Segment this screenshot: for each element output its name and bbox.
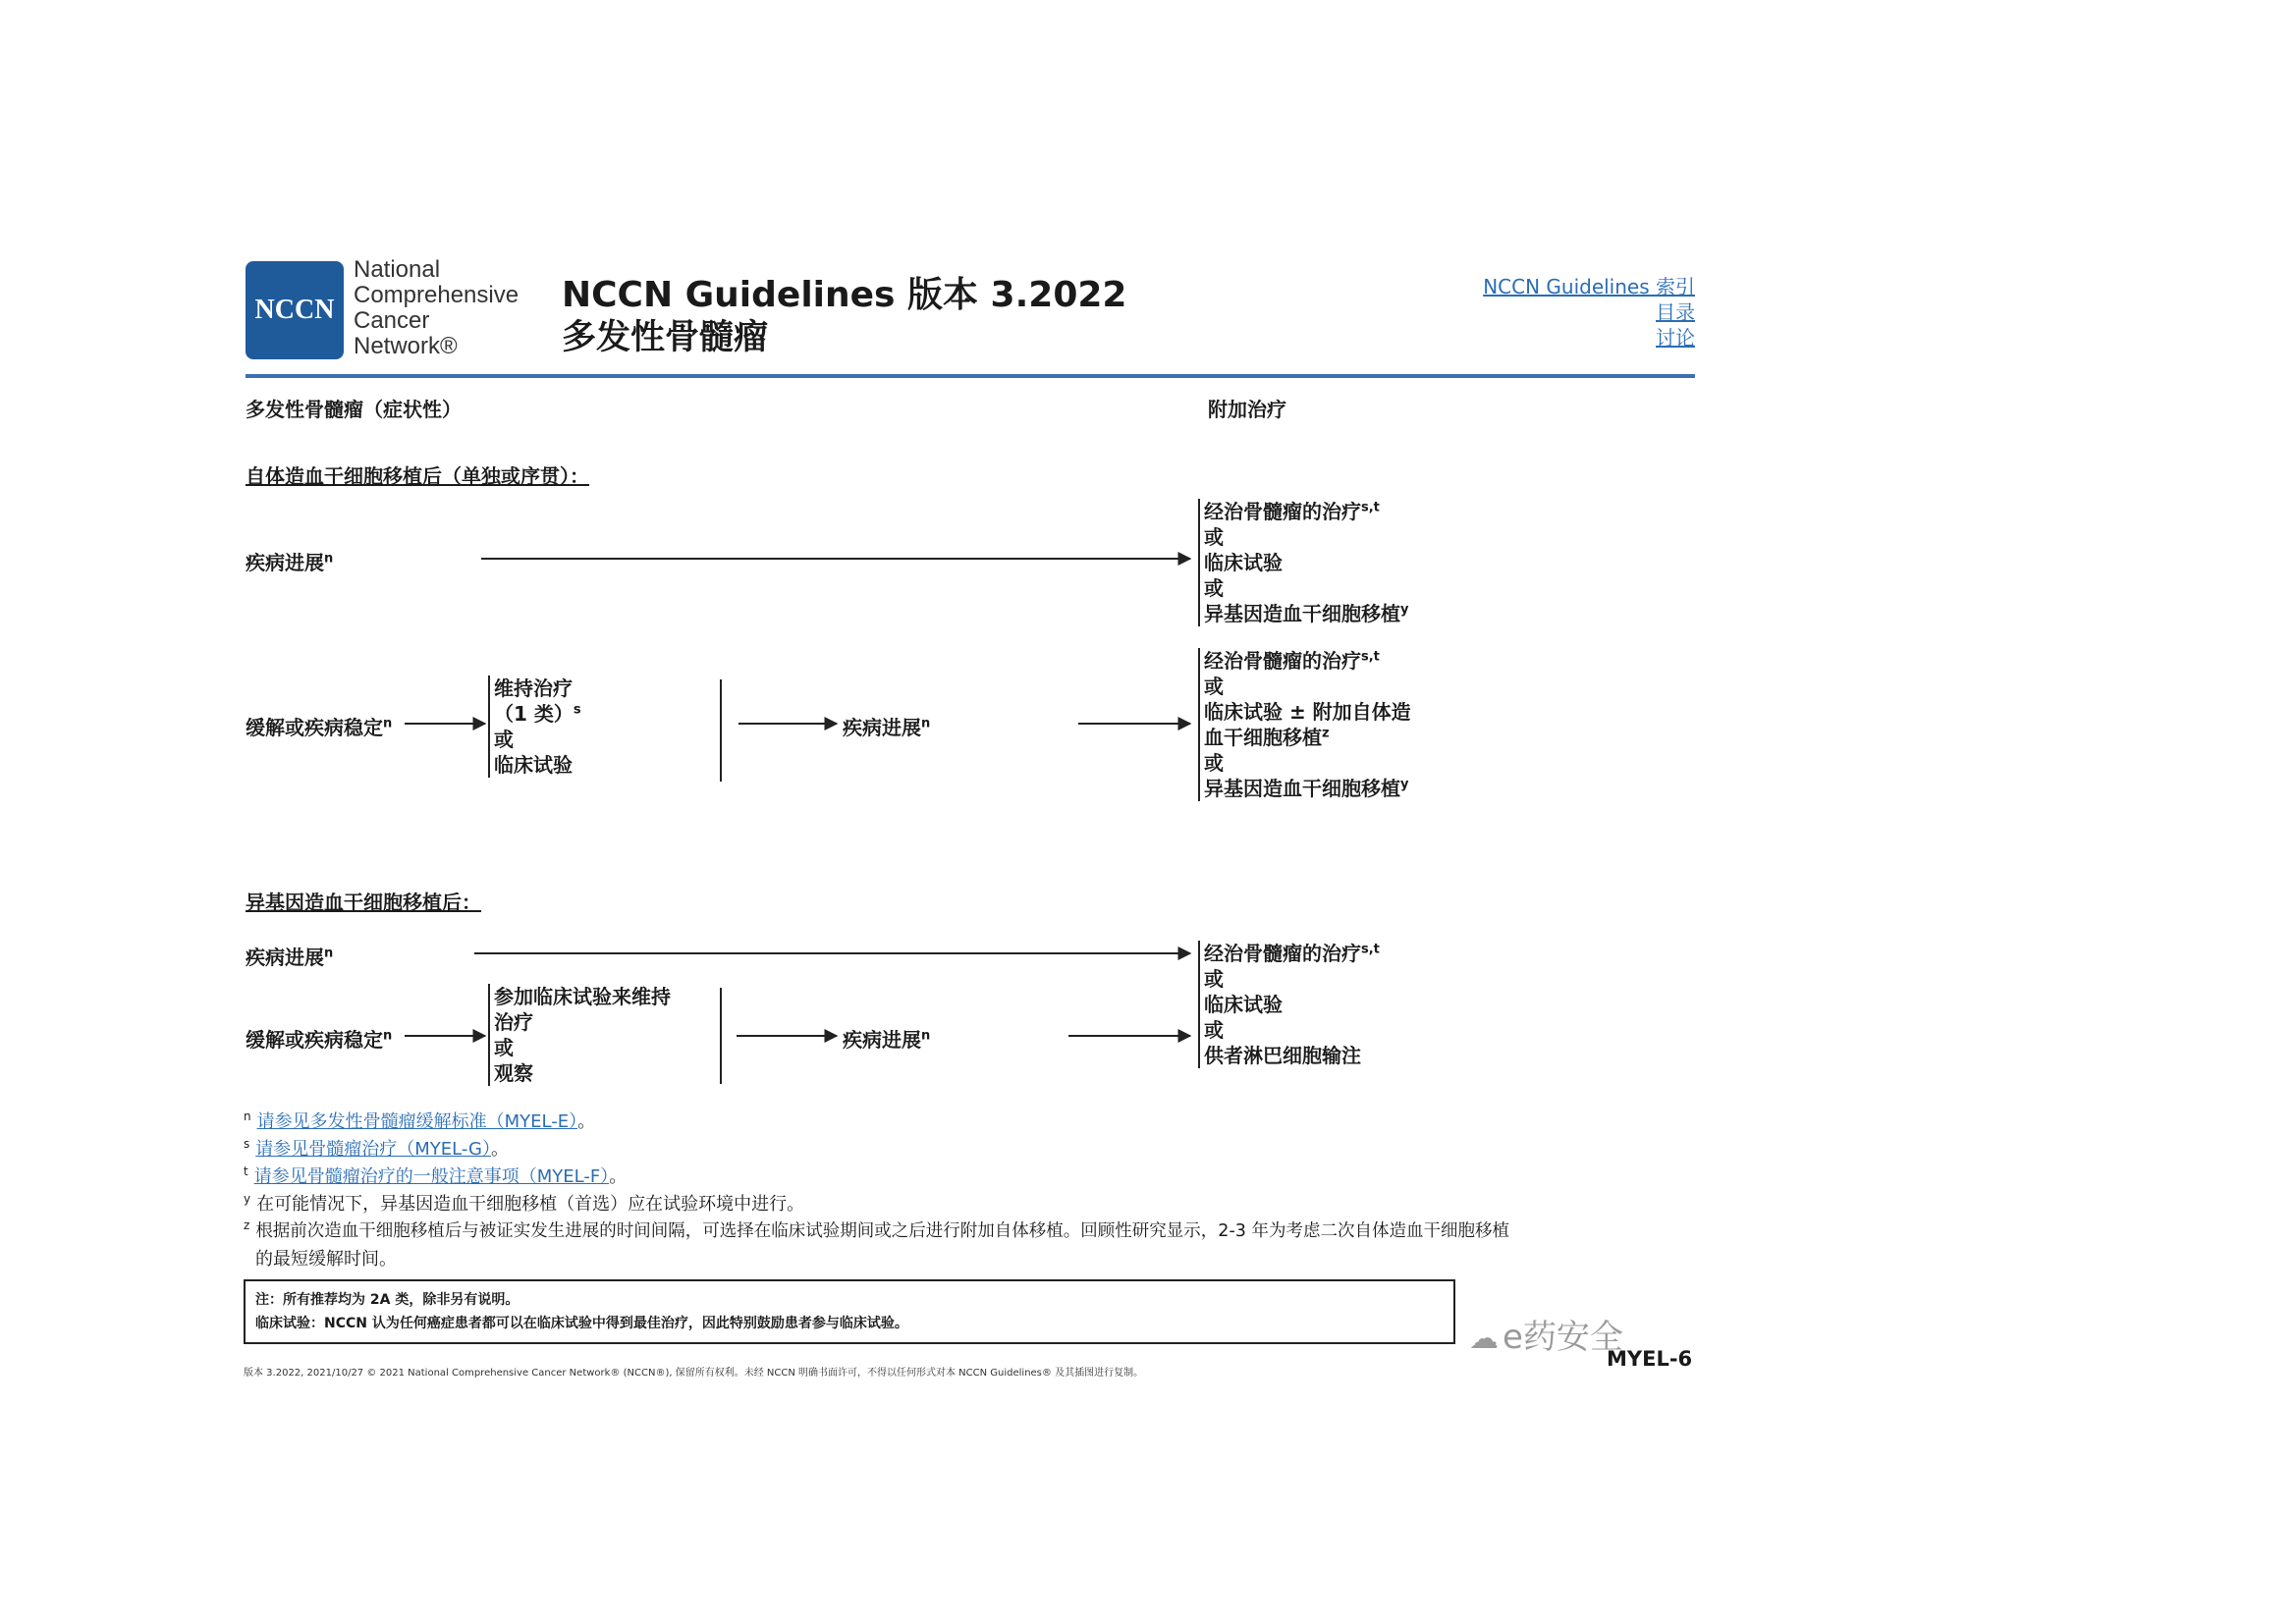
s1-row2-mid-label: 疾病进展$^n$ bbox=[843, 716, 931, 739]
outcome-item: 临床试验 ± 附加自体造 bbox=[1204, 700, 1411, 724]
s2-row2-label: 缓解或疾病稳定$^n$ bbox=[246, 1028, 393, 1052]
section1-title: 自体造血干细胞移植后（单独或序贯）： bbox=[246, 464, 589, 488]
footnote-n: $^n$ 请参见多发性骨髓瘤缓解标准（MYEL-E）。 bbox=[244, 1109, 596, 1132]
outcome-item: 或 bbox=[1204, 675, 1224, 698]
outcome-item: 临床试验 bbox=[1204, 993, 1283, 1016]
footnote-t: $^t$ 请参见骨髓瘤治疗的一般注意事项（MYEL-F）。 bbox=[244, 1164, 628, 1187]
wechat-icon: ☁ bbox=[1469, 1322, 1499, 1356]
s2-row2-options bbox=[488, 984, 671, 1086]
footnote-s: $^s$ 请参见骨髓瘤治疗（MYEL-G）。 bbox=[244, 1137, 509, 1160]
org-line: National bbox=[354, 256, 441, 283]
option-item: 或 bbox=[494, 1036, 514, 1059]
s1-row1-outcomes bbox=[1198, 499, 1408, 626]
note-box bbox=[244, 1279, 1455, 1344]
option-item: 维持治疗 bbox=[494, 676, 573, 700]
outcome-item: 异基因造血干细胞移植$^y$ bbox=[1204, 602, 1409, 625]
nav-link-index[interactable]: NCCN Guidelines 索引 bbox=[1483, 275, 1695, 298]
copyright: 版本 3.2022, 2021/10/27 © 2021 National Comprehensive Cancer Network® (NCCN®), 保留所有权利。未经 NCCN 明确书面许可，不得以任何形式对本 NCCN Guidelines® 及其插图进行复制。 bbox=[244, 1368, 1144, 1379]
footnote-y: $^y$ 在可能情况下，异基因造血干细胞移植（首选）应在试验环境中进行。 bbox=[244, 1192, 805, 1215]
outcome-item: 异基因造血干细胞移植$^y$ bbox=[1204, 777, 1409, 800]
option-item: 治疗 bbox=[494, 1010, 533, 1034]
outcome-item: 供者淋巴细胞输注 bbox=[1204, 1044, 1361, 1067]
note-line-2: 临床试验：NCCN 认为任何癌症患者都可以在临床试验中得到最佳治疗，因此特别鼓励患者参与临床试验。 bbox=[255, 1316, 908, 1331]
nccn-logo: NCCN bbox=[246, 261, 344, 359]
s1-row2-label: 缓解或疾病稳定$^n$ bbox=[246, 716, 393, 739]
outcome-item: 或 bbox=[1204, 576, 1224, 600]
org-line: Cancer bbox=[354, 307, 430, 334]
left-column-header: 多发性骨髓瘤（症状性） bbox=[246, 398, 462, 421]
footnote-link[interactable]: 请参见骨髓瘤治疗（MYEL-G） bbox=[255, 1139, 491, 1160]
org-line: Network® bbox=[354, 333, 458, 359]
s2-outcomes bbox=[1198, 941, 1380, 1068]
watermark: ☁ e药安全 bbox=[1469, 1318, 1623, 1357]
s1-row2-outcomes bbox=[1198, 648, 1411, 801]
outcome-item: 或 bbox=[1204, 967, 1224, 991]
footnote-z: $^z$ 根据前次造血干细胞移植后与被证实发生进展的时间间隔，可选择在临床试验期间或之后进行附加自体移植。回顾性研究显示，2-3 年为考虑二次自体造血干细胞移植 bbox=[244, 1218, 1509, 1241]
section2-title: 异基因造血干细胞移植后： bbox=[246, 891, 481, 914]
nav-link-toc[interactable]: 目录 bbox=[1656, 300, 1695, 324]
outcome-item: 临床试验 bbox=[1204, 551, 1283, 574]
outcome-item: 经治骨髓瘤的治疗$^{s,t}$ bbox=[1204, 649, 1380, 673]
outcome-item: 或 bbox=[1204, 525, 1224, 549]
option-item: 参加临床试验来维持 bbox=[494, 985, 671, 1008]
s1-row2-options bbox=[488, 676, 581, 778]
outcome-item: 经治骨髓瘤的治疗$^{s,t}$ bbox=[1204, 500, 1380, 523]
footnote-link[interactable]: 请参见多发性骨髓瘤缓解标准（MYEL-E） bbox=[256, 1111, 578, 1132]
footnote-z-cont: 的最短缓解时间。 bbox=[255, 1249, 397, 1270]
outcome-item: 或 bbox=[1204, 1018, 1224, 1042]
option-item: （1 类）$^s$ bbox=[494, 702, 581, 726]
guideline-title: NCCN Guidelines 版本 3.2022 bbox=[562, 275, 1127, 315]
outcome-item: 或 bbox=[1204, 751, 1224, 775]
option-item: 临床试验 bbox=[494, 753, 573, 777]
org-line: Comprehensive bbox=[354, 282, 519, 308]
s1-row1-label: 疾病进展$^n$ bbox=[246, 551, 334, 574]
s2-row2-mid-label: 疾病进展$^n$ bbox=[843, 1028, 931, 1052]
outcome-item: 经治骨髓瘤的治疗$^{s,t}$ bbox=[1204, 942, 1380, 965]
footnote-link[interactable]: 请参见骨髓瘤治疗的一般注意事项（MYEL-F） bbox=[253, 1166, 610, 1187]
option-item: 或 bbox=[494, 728, 514, 751]
outcome-item: 血干细胞移植$^z$ bbox=[1204, 726, 1330, 749]
page-id: MYEL-6 bbox=[1607, 1347, 1693, 1371]
guideline-subtitle: 多发性骨髓瘤 bbox=[562, 318, 769, 357]
nav-link-discussion[interactable]: 讨论 bbox=[1656, 326, 1695, 350]
right-column-header: 附加治疗 bbox=[1208, 398, 1286, 421]
s2-row1-label: 疾病进展$^n$ bbox=[246, 946, 334, 969]
option-item: 观察 bbox=[494, 1061, 533, 1085]
note-line-1: 注：所有推荐均为 2A 类，除非另有说明。 bbox=[255, 1292, 519, 1308]
